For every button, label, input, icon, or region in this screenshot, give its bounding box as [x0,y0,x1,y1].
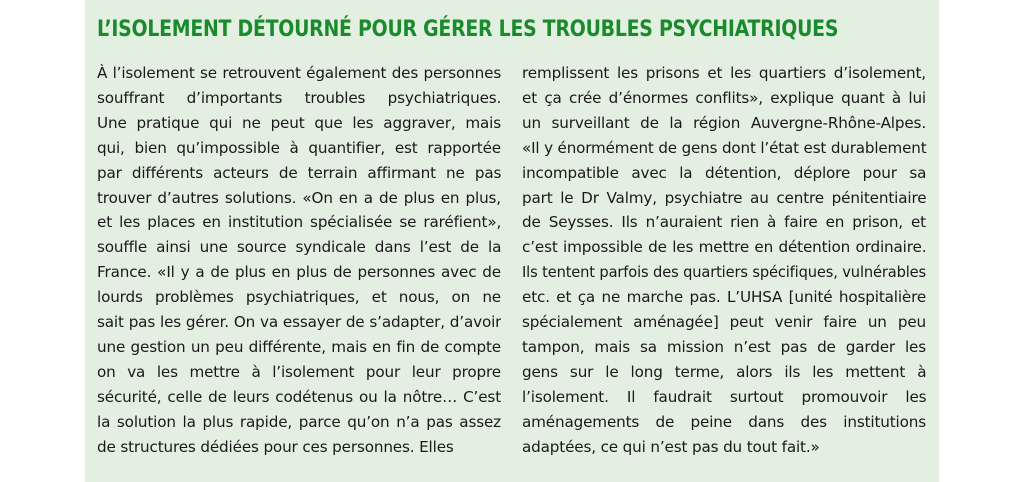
text-line: etc. et ça ne marche pas. L’UHSA [unité hospitalière [522,288,926,307]
text-line: À l’isolement se retrouvent également des personnes [97,64,501,82]
text-line: souffle ainsi une source syndicale dans l’est de la [97,238,501,257]
text-line: «Il y énormément de gens dont l’état est durablement [522,138,927,157]
text-line: trouver d’autres solutions. «On en a de plus en plus, [97,188,501,207]
left-column [97,61,501,460]
text-line: et ça crée d’énormes conflits», explique quant à lui [522,88,926,107]
text-line: sécurité, celle de leurs codétenus ou la nôtre… C’est [97,387,501,406]
text-line: aménagements de peine dans des institutions [522,412,926,431]
right-column [522,61,926,460]
text-line: France. «Il y a de plus en plus de personnes avec de [97,263,501,282]
text-line: un surveillant de la région Auvergne-Rhône-Alpes. [522,113,926,132]
text-line: sait pas les gérer. On va essayer de s’adapter, d’avoir [97,313,501,332]
text-line: de Seysses. Ils n’auraient rien à faire en prison, et [522,213,926,232]
text-line: gens sur le long terme, alors ils les mettent à [522,362,926,381]
text-line: on va les mettre à l’isolement pour leur propre [97,362,501,381]
text-line: par différents acteurs de terrain affirmant ne pas [97,163,501,182]
text-line: Ils tentent parfois des quartiers spécifiques, vulnérables [522,263,926,282]
text-line: lourds problèmes psychiatriques, et nous, on ne [97,288,501,307]
text-line: c’est impossible de les mettre en détention ordinaire. [522,238,926,257]
text-line: souffrant d’importants troubles psychiatriques. [97,88,501,107]
text-line: tampon, mais sa mission n’est pas de garder les [522,337,926,356]
article-headline: L’ISOLEMENT DÉTOURNÉ POUR GÉRER LES TROUBLES PSYCHIATRIQUES [97,16,839,42]
text-line: remplissent les prisons et les quartiers d’isolement, [522,64,926,82]
text-line: et les places en institution spécialisée se raréfient», [97,213,501,232]
text-line: l’isolement. Il faudrait surtout promouvoir les [522,387,926,406]
text-line: une gestion un peu différente, mais en fin de compte [97,337,501,356]
text-line: incompatible avec la détention, déplore pour sa [522,163,926,182]
text-line: de structures dédiées pour ces personnes. Elles [97,437,454,456]
text-line: adaptées, ce qui n’est pas du tout fait.» [522,437,820,456]
text-line: qui, bien qu’impossible à quantifier, est rapportée [97,138,501,157]
article-box [85,0,939,482]
text-line: la solution la plus rapide, parce qu’on n’a pas assez [97,412,501,431]
text-line: Une pratique qui ne peut que les aggraver, mais [97,113,501,132]
text-line: part le Dr Valmy, psychiatre au centre pénitentiaire [522,188,926,207]
text-line: spécialement aménagée] peut venir faire un peu [522,313,926,332]
